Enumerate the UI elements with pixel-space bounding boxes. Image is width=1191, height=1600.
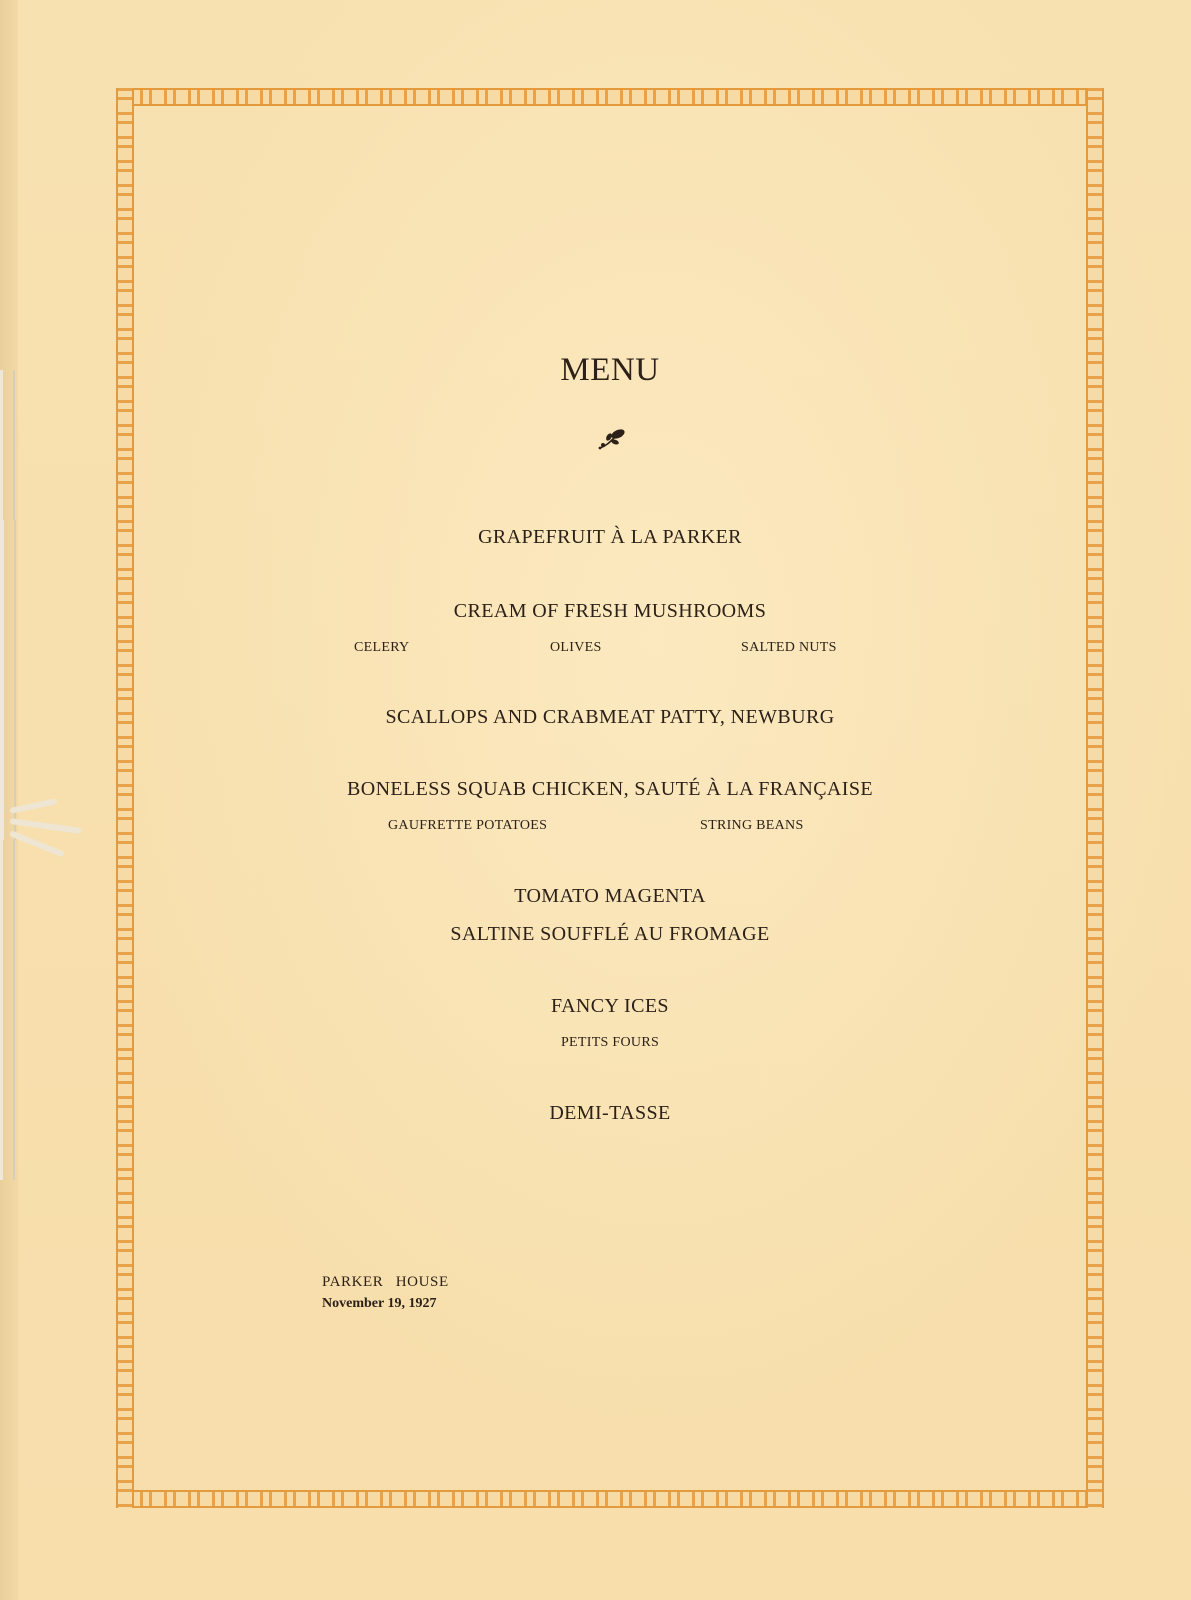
- sprig-ornament-icon: [596, 426, 630, 452]
- course-demitasse: DEMI-TASSE: [549, 1102, 671, 1124]
- course-scallops: SCALLOPS AND CRABMEAT PATTY, NEWBURG: [385, 706, 835, 728]
- binding-string: [0, 840, 15, 1180]
- side-item: CELERY: [354, 640, 410, 655]
- course-squab: BONELESS SQUAB CHICKEN, SAUTÉ À LA FRANÇAISE: [347, 778, 873, 800]
- binding-tassel: [10, 818, 82, 834]
- side-item: STRING BEANS: [700, 818, 804, 833]
- course-ices-sides: [134, 1035, 1086, 1051]
- side-item: PETITS FOURS: [560, 1035, 660, 1050]
- menu-title: MENU: [560, 352, 660, 388]
- binding-string: [0, 370, 15, 520]
- venue-name: PARKER HOUSE: [322, 1274, 449, 1290]
- menu-date: November 19, 1927: [322, 1296, 437, 1311]
- binding-string: [0, 520, 16, 840]
- side-item: OLIVES: [550, 640, 602, 655]
- border-right: [1086, 88, 1104, 1508]
- border-left: [116, 88, 134, 1508]
- border-bottom: [116, 1490, 1104, 1508]
- course-tomato: TOMATO MAGENTA: [514, 885, 706, 907]
- course-grapefruit: GRAPEFRUIT À LA PARKER: [478, 526, 742, 548]
- course-ices: FANCY ICES: [551, 995, 669, 1017]
- course-souffle: SALTINE SOUFFLÉ AU FROMAGE: [450, 923, 770, 945]
- course-soup: CREAM OF FRESH MUSHROOMS: [453, 600, 767, 622]
- side-item: SALTED NUTS: [741, 640, 837, 655]
- menu-content: [134, 106, 1086, 1490]
- border-top: [116, 88, 1104, 106]
- side-item: GAUFRETTE POTATOES: [388, 818, 548, 833]
